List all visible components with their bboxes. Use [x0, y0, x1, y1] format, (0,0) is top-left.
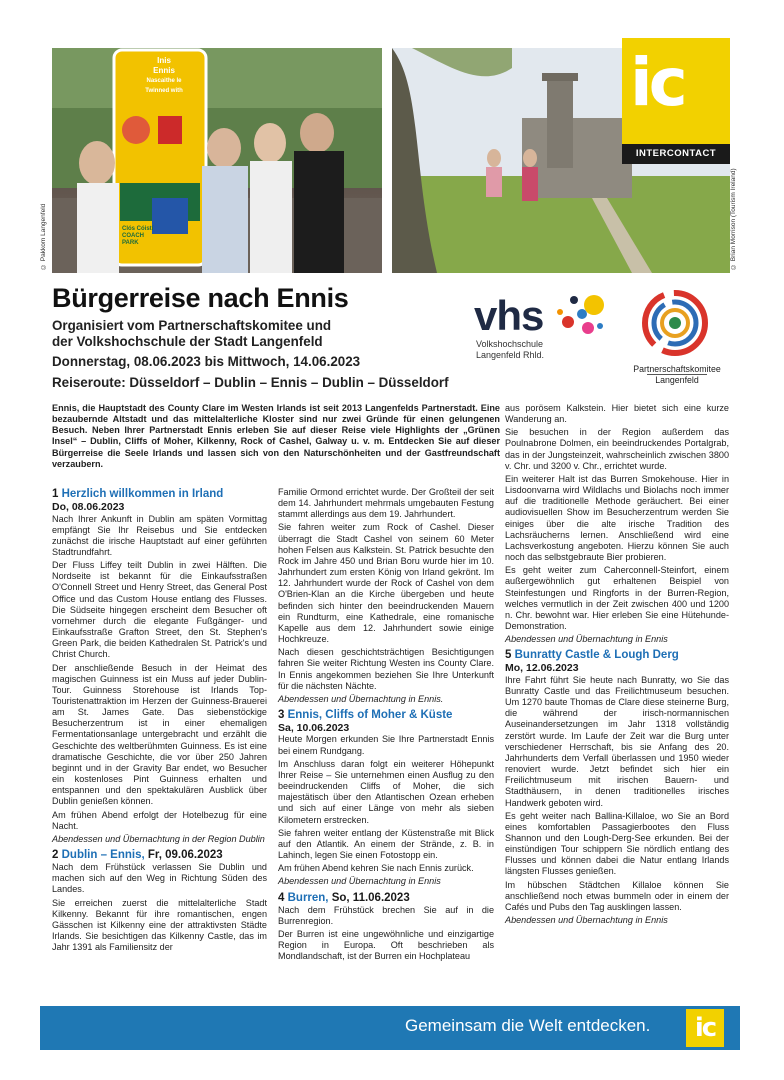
photo-left-illustration: [52, 48, 382, 273]
paragraph: Nach dem Frühstück brechen Sie auf in die Burrenregion.: [278, 904, 494, 926]
day-number: 2: [52, 849, 59, 862]
subtitle-line-2: der Volkshochschule der Stadt Langenfeld: [52, 334, 323, 349]
day-3-date: Sa, 10.06.2023: [278, 721, 350, 734]
intercontact-name: INTERCONTACT: [622, 144, 730, 164]
paragraph: Nach Ihrer Ankunft in Dublin am späten Vormittag empfängt Sie Ihr Reisebus und Sie entdecken zunächst die irische Hauptstadt auf einer geführten Stadtrundfahrt.: [52, 513, 267, 557]
vhs-caption-line: Volkshochschule: [476, 339, 544, 349]
photo-credit-right: © Brian Morrison (Tourism Ireland): [730, 168, 737, 270]
paragraph: Ein weiterer Halt ist das Burren Smokehouse. Hier in Lisdoonvarna wird Wildlachs und Biolachs noch immer auf die traditionelle Methode geräuchert. Bei einer audiovisuellen Show im Besucherzentrum werden Sie einiges über die alte irische Tradition des Lachsräucherns lernen. Anschließend wird eine Lachsverkostung angeboten. Hierzu können Sie auch noch das selbstgebraute Bier probieren.: [505, 473, 729, 563]
day-number: 4: [278, 891, 285, 904]
photo-ennis-sign-group: [52, 48, 382, 273]
day-title: Dublin – Ennis,: [61, 849, 145, 862]
accommodation-note: Abendessen und Übernachtung in Ennis: [278, 876, 441, 887]
footer-slogan: Gemeinsam die Welt entdecken.: [405, 1016, 651, 1035]
paragraph: Ihre Fahrt führt Sie heute nach Bunratty, wo Sie das Bunratty Castle und das Freilichtmuseum besuchen. Um 1270 baute Thomas de Clare diese steinerne Burg, die während der irisch-normannischen Auseinandersetzungen im Jahr 1318 vollständig zerstört wurde. Im Laufe der Zeit war die Burg unter verschiedener Herrschaft, bis sie Anfang des 20. Jahrhunderts dem Verfall überlassen und 1950 wieder renoviert wurde. Jetzt befindet sich hier ein Freilichtmuseum mit irischen Bauern- und Stadthäusern, in denen traditionelles irisches Handwerk geboten wird.: [505, 674, 729, 808]
vhs-logo: vhs: [474, 292, 544, 339]
pk-caption-line: Partnerschaftskomitee: [633, 364, 721, 374]
intro-paragraph: Ennis, die Hauptstadt des County Clare im Westen Irlands ist seit 2013 Langenfelds Partnerstadt. Eine bezaubernde Altstadt und das mittelalterliche Kloster sind nur zwei Gründe für einen gelungenen Besuch. Neben Ihrer Partnerstadt Ennis erleben Sie auf dieser Reise viele Highlights der „Grünen Insel“ – Dublin, Cliffs of Moher, Kilkenny, Rock of Cashel, Galway u. v. m. Entdecken Sie auf dieser Bürgerreise die Seele Irlands und lassen sich von den Naturschönheiten und der Gastfreundschaft verzaubern.: [52, 403, 500, 469]
day-3-heading: [278, 708, 494, 722]
vhs-dots-icon: [552, 292, 607, 340]
paragraph: Am frühen Abend kehren Sie nach Ennis zurück.: [278, 863, 474, 874]
intercontact-logo: [622, 38, 730, 164]
footer-ic-logo: ic: [686, 1009, 724, 1047]
day-number: 5: [505, 649, 512, 662]
subtitle-line-1: Organisiert vom Partnerschaftskomitee und: [52, 318, 332, 333]
day-date: Fr, 09.06.2023: [147, 849, 223, 862]
accommodation-note: Abendessen und Übernachtung in Ennis.: [278, 693, 444, 704]
accommodation-note: Abendessen und Übernachtung in der Region Dublin: [52, 833, 265, 844]
paragraph: Am frühen Abend erfolgt der Hotelbezug für eine Nacht.: [52, 809, 267, 831]
day-1-date: Do, 08.06.2023: [52, 501, 125, 513]
paragraph: Der Fluss Liffey teilt Dublin in zwei Hälften. Die Nordseite ist bekannt für die Einkaufsstraßen O'Connell Street und Henry Street, das General Post Office und das Custom House entlang des Flusses. Die Südseite hingegen erscheint dem Besucher oft vornehmer durch die elegante Fußgänger- und Einkaufsstraße Grafton Street, den St. Stephen's Green Park, die beiden Kathedralen St. Patrick's und Christ Church.: [52, 560, 267, 660]
ic-logo-mark: ic: [630, 44, 684, 121]
paragraph: Nach diesen geschichtsträchtigen Besichtigungen fahren Sie weiter Richtung Westen ins County Clare. In Ennis angekommen beziehen Sie Ihre Unterkunft für die nächsten Nächte.: [278, 647, 494, 691]
paragraph: Im Anschluss daran folgt ein weiterer Höhepunkt Ihrer Reise – Sie unternehmen einen Ausflug zu den beeindruckenden Cliffs of Moher, die sich majestätisch über den Atlantischen Ozean erheben und sich auf einer Länge von mehr als sieben Kilometern erstrecken.: [278, 758, 494, 825]
paragraph: Sie besuchen in der Region außerdem das Poulnabrone Dolmen, ein beeindruckendes Portalgrab, das in der Jungsteinzeit, wahrscheinlich zwischen 3800 v. Chr. und 3200 v. Chr., errichtet wurde.: [505, 427, 729, 471]
page-title: Bürgerreise nach Ennis: [52, 283, 349, 313]
sign-line: COACH PARK: [122, 233, 144, 246]
partnership-committee-icon: [642, 290, 708, 356]
sign-line: Inis: [157, 56, 171, 65]
day-5-date: Mo, 12.06.2023: [505, 662, 579, 675]
day-number: 3: [278, 708, 285, 721]
column-2: [278, 487, 494, 964]
sign-line: Nascaithe le: [146, 78, 182, 84]
paragraph: Sie fahren weiter entlang der Küstenstraße mit Blick auf den Atlantik. An einem der Strände, z. B. in Lahinch, legen Sie einen Fotostopp ein.: [278, 827, 494, 861]
day-title: Burren,: [287, 891, 329, 904]
paragraph: Sie erreichen zuerst die mittelalterliche Stadt Kilkenny. Bekannt für ihre romantischen, engen Gässchen ist Kilkenny eine der attraktivsten Städte Irlands. Sie besichtigen das Kilkenny Castle, das im Jahr 1391 als Familiensitz der: [52, 897, 267, 953]
column-1: [52, 484, 267, 955]
vhs-caption-line: Langenfeld Rhld.: [476, 350, 545, 360]
accommodation-note: Abendessen und Übernachtung in Ennis: [505, 634, 668, 645]
travel-dates: Donnerstag, 08.06.2023 bis Mittwoch, 14.06.2023: [52, 354, 361, 369]
pk-caption-line: Langenfeld: [647, 374, 707, 385]
paragraph: Nach dem Frühstück verlassen Sie Dublin und machen sich auf den Weg in Richtung Süden des Landes.: [52, 862, 267, 895]
day-title: Bunratty Castle & Lough Derg: [514, 649, 679, 662]
day-date: So, 11.06.2023: [331, 891, 410, 904]
paragraph: aus porösem Kalkstein. Hier bietet sich eine kurze Wanderung an.: [505, 403, 729, 425]
paragraph: Sie fahren weiter zum Rock of Cashel. Dieser überragt die Stadt Cashel von seinem 60 Meter hohen Felsen aus Kalkstein. St. Patrick besuchte den Rock im Jahre 450 und Brian Boru wurde hier im 10. Jahrhundert zum ersten König von Irland gekrönt. Im 12. Jahrhundert wurde der Rock of Cashel von dem O'Brien-Klan an die Kirche übergeben und heute befinden sich hinter den beeindruckenden Mauern ein Rundturm, eine Kathedrale, eine romanische Kapelle aus dem 12. Jahrhundert sowie einige Hochkreuze.: [278, 522, 494, 645]
travel-route: Reiseroute: Düsseldorf – Dublin – Ennis – Dublin – Düsseldorf: [52, 375, 449, 390]
column-3: [505, 403, 729, 928]
sign-line: Ennis: [153, 66, 175, 75]
paragraph: Der anschließende Besuch in der Heimat des magischen Guinness ist ein Muss auf jeder Dublin-Tour. Guinness Storehouse ist Irlands Top-Touristenattraktion im Herzen der Guinness-Brauerei am St. James Gate. Das siebenstöckige Besucherzentrum ist in einer ehemaligen Fermentationsanlage untergebracht und erzählt die Geschichte des weltberühmten Guinness. Es ist eine dramatische Geschichte, die vor über 250 Jahren beginnt und in der Gravity Bar endet, wo Besucher ein kostenloses Pint Guinness erhalten und entspannen und den spektakulären Ausblick über Dublin genießen können.: [52, 662, 267, 807]
paragraph: Familie Ormond errichtet wurde. Der Großteil der seit dem 14. Jahrhundert mehrmals umgebauten Festung stammt allerdings aus dem 19. Jahrhundert.: [278, 487, 494, 520]
paragraph: Heute Morgen erkunden Sie Ihre Partnerstadt Ennis bei einem Rundgang.: [278, 734, 494, 756]
sign-text: [132, 56, 196, 96]
day-4-heading: [278, 891, 494, 905]
paragraph: Der Burren ist eine ungewöhnliche und einzigartige Region in Europa. Oft beschrieben als Mondlandschaft, ist der Burren ein Hochplateau: [278, 928, 494, 962]
day-title: Herzlich willkommen in Irland: [61, 488, 224, 500]
partnership-committee-caption: [622, 364, 732, 385]
sign-line: Twinned with: [145, 88, 183, 94]
day-2-heading: [52, 848, 267, 862]
day-title: Ennis, Cliffs of Moher & Küste: [287, 708, 453, 721]
day-5-heading: [505, 648, 729, 662]
photo-credit-left: © Pakkom Langenfeld: [40, 203, 47, 270]
paragraph: Es geht weiter nach Ballina-Killaloe, wo Sie an Bord eines komfortablen Passagierbootes den Fluss Shannon und den Lough-Derg-See erkunden. Bei der einstündigen Tour schippern Sie nördlich entlang des Flusses und können dabei die Natur entlang Irlands längsten Flusses genießen.: [505, 810, 729, 877]
paragraph: Es geht weiter zum Caherconnell-Steinfort, einem außergewöhnlich gut erhaltenen Beispiel von Steinfestungen und Ringforts in der Burren-Region, welches vermutlich in der Zeit zwischen 400 und 1200 n. Chr. bewohnt war. Hier erleben Sie eine Hütehunde-Demonstration.: [505, 565, 729, 631]
accommodation-note: Abendessen und Übernachtung in Ennis: [505, 915, 668, 926]
sign-coach-park: [122, 226, 162, 247]
day-number: 1: [52, 488, 59, 500]
vhs-caption: [476, 339, 544, 361]
day-1-heading: [52, 487, 267, 501]
paragraph: Im hübschen Städtchen Killaloe können Sie anschließend noch etwas bummeln oder in einem der Cafés und Pubs den Tag ausklingen lassen.: [505, 879, 729, 912]
sign-line: Clós Cóistí: [122, 226, 154, 232]
